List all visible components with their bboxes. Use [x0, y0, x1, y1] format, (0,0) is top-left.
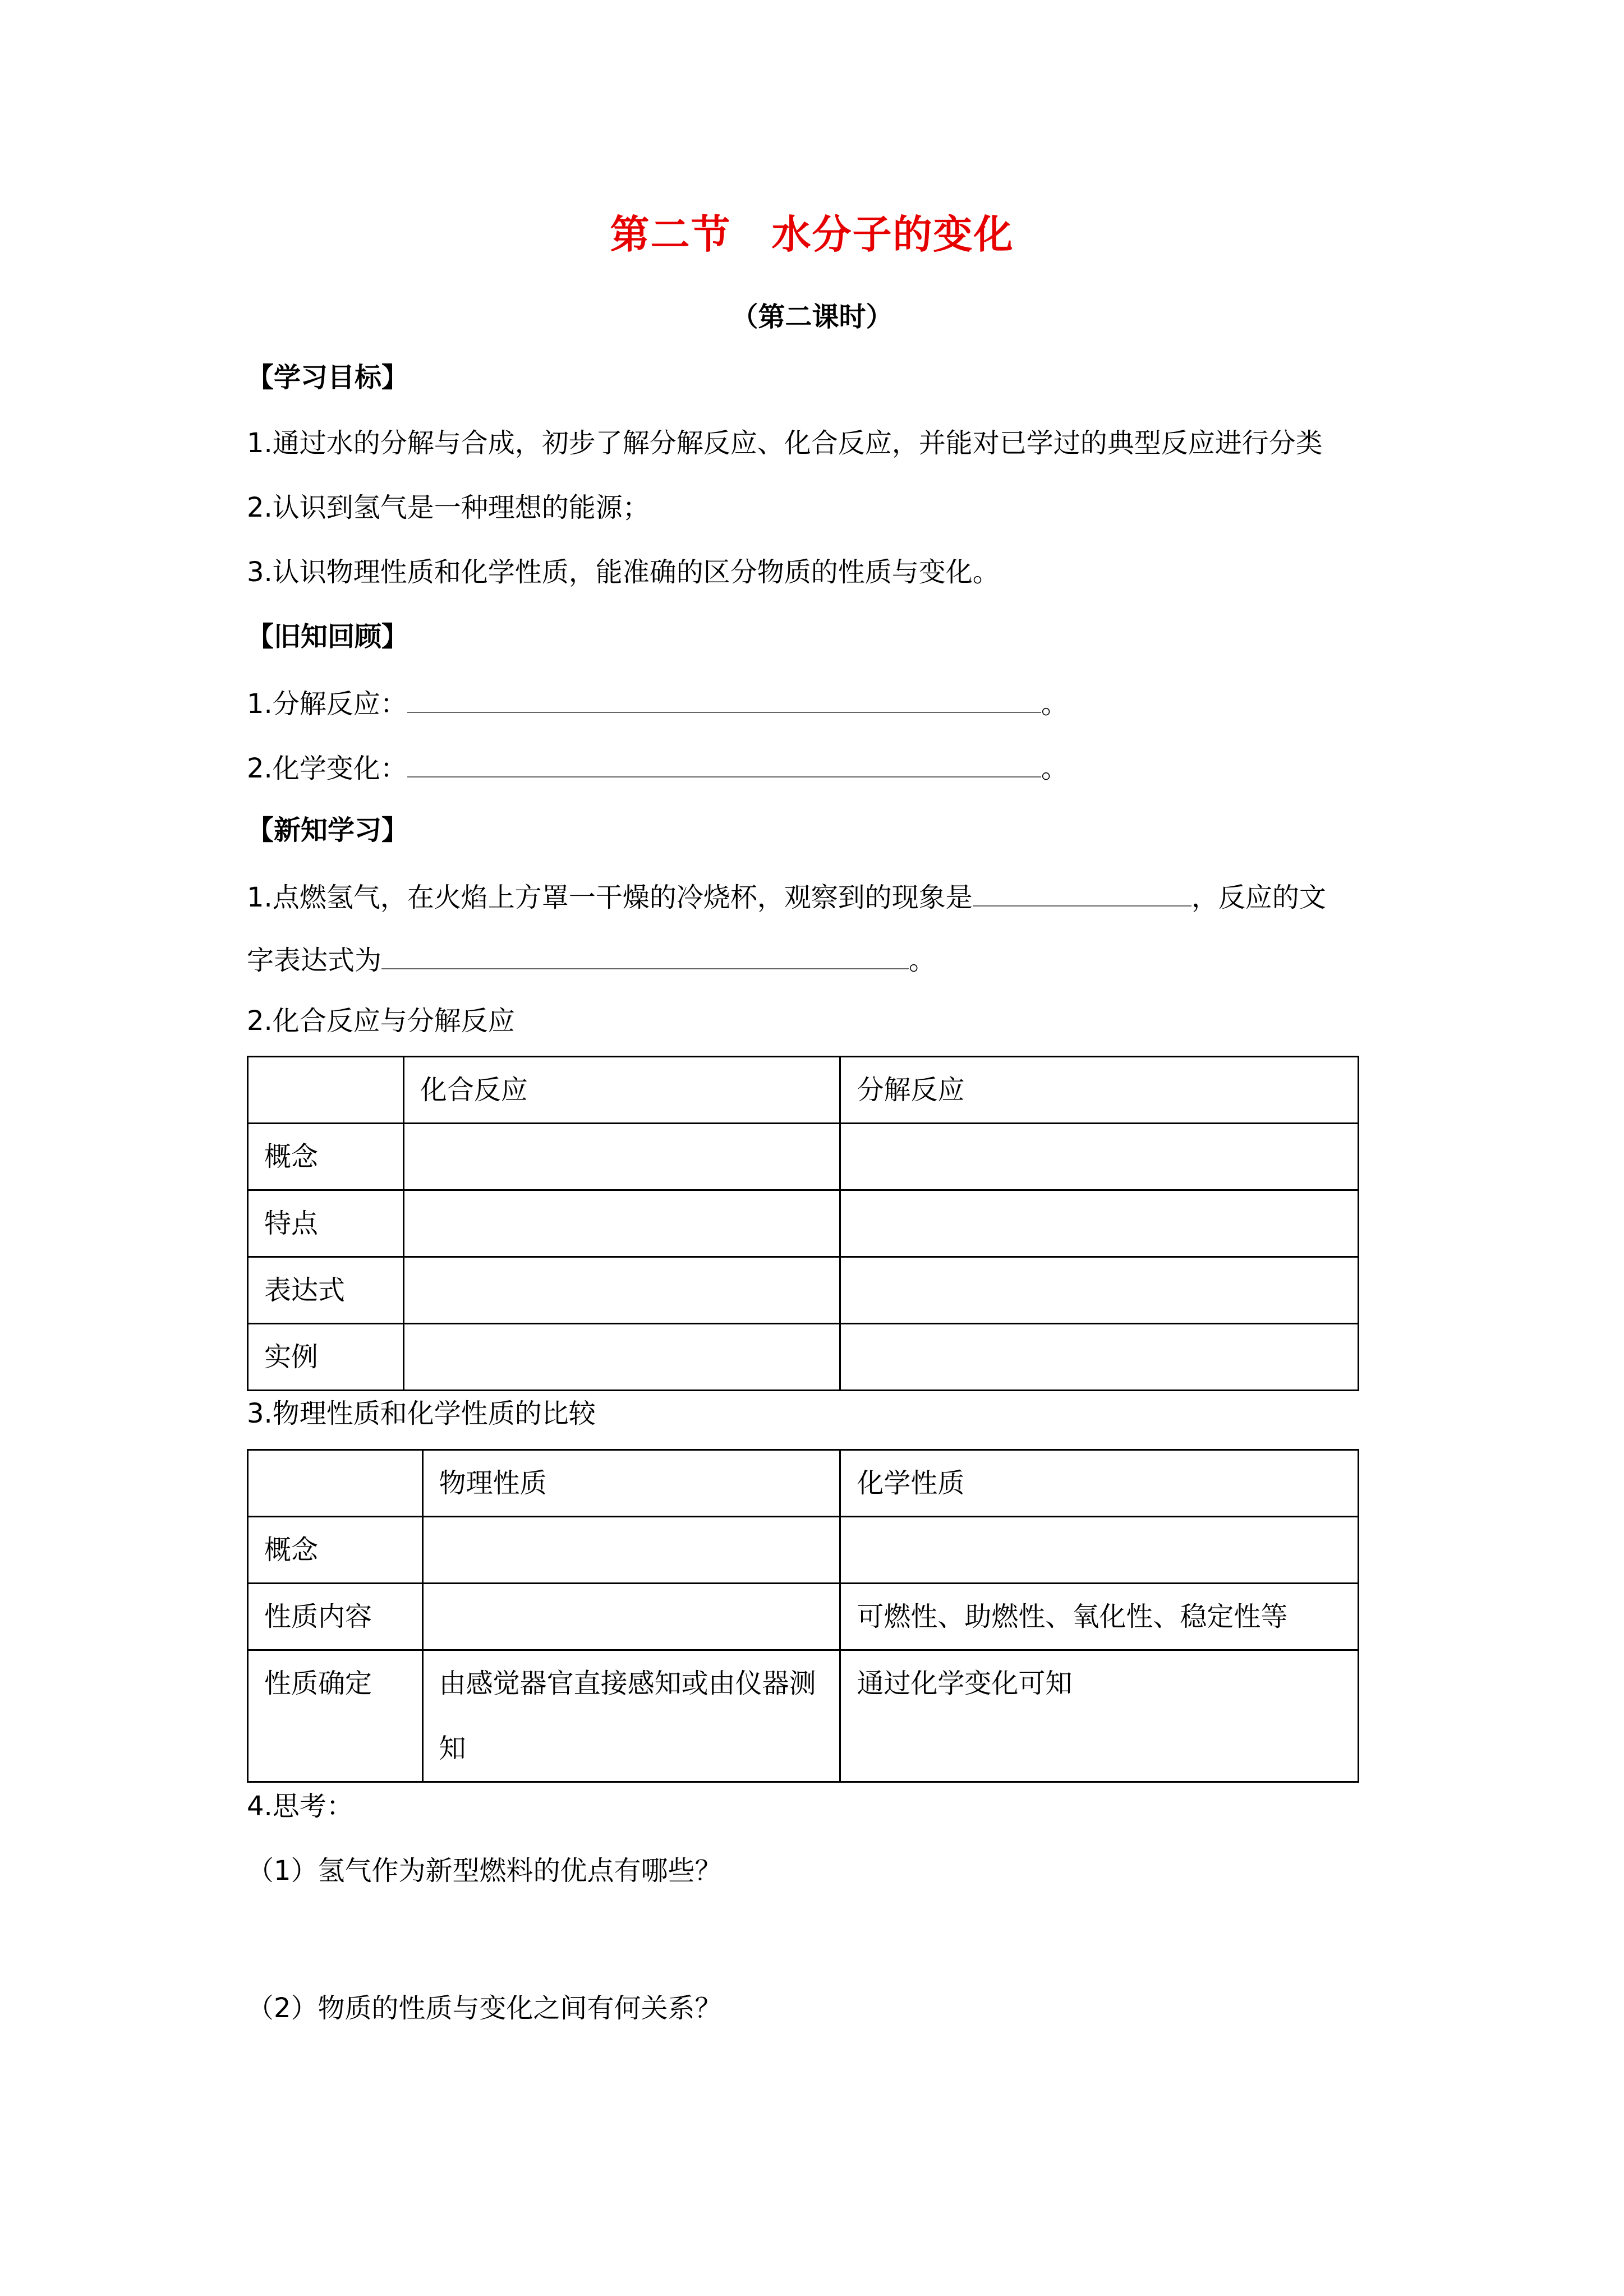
table-row — [248, 1124, 1359, 1190]
question-4-sub-2: （2）物质的性质与变化之间有何关系？ — [247, 1993, 722, 2024]
page-subtitle: （第二课时） — [731, 301, 893, 333]
row-label-cell: 性质确定 — [248, 1650, 423, 1782]
review-heading: 【旧知回顾】 — [247, 621, 409, 652]
answer-cell[interactable] — [403, 1257, 840, 1324]
review-item-2-label: 2.化学变化： — [247, 753, 407, 784]
table-row — [248, 1057, 1359, 1124]
end-mark: 。 — [1041, 753, 1068, 784]
table-row — [248, 1517, 1359, 1584]
table-row — [248, 1190, 1359, 1257]
table-header-cell: 化学性质 — [840, 1450, 1359, 1517]
end-mark: 。 — [1041, 688, 1068, 720]
reaction-type-table — [247, 1056, 1359, 1391]
answer-cell[interactable] — [840, 1257, 1359, 1324]
review-item-2 — [247, 746, 1068, 788]
answer-cell[interactable] — [840, 1324, 1359, 1391]
table-cell: 由感觉器官直接感知或由仪器测知 — [422, 1650, 840, 1782]
question-1-line-1 — [247, 875, 1326, 917]
answer-cell[interactable] — [403, 1324, 840, 1391]
answer-cell[interactable] — [840, 1124, 1359, 1190]
objective-item-1: 1.通过水的分解与合成，初步了解分解反应、化合反应，并能对已学过的典型反应进行分类 — [247, 427, 1323, 459]
table-cell: 通过化学变化可知 — [840, 1650, 1359, 1782]
row-label-cell: 概念 — [248, 1124, 404, 1190]
new-learning-heading: 【新知学习】 — [247, 815, 409, 846]
table-header-cell: 化合反应 — [403, 1057, 840, 1124]
property-comparison-table — [247, 1449, 1359, 1783]
table-row — [248, 1450, 1359, 1517]
answer-blank[interactable] — [407, 682, 1041, 713]
question-1-line-2 — [247, 938, 936, 980]
table-cell: 可燃性、助燃性、氧化性、稳定性等 — [840, 1584, 1359, 1650]
objectives-heading: 【学习目标】 — [247, 362, 409, 393]
table-cell — [248, 1450, 423, 1517]
row-label-cell: 特点 — [248, 1190, 404, 1257]
answer-blank[interactable] — [973, 875, 1191, 907]
objective-item-2: 2.认识到氢气是一种理想的能源； — [247, 492, 650, 523]
question-1-text: 1.点燃氢气，在火焰上方罩一干燥的冷烧杯，观察到的现象是 — [247, 882, 973, 913]
table-row — [248, 1650, 1359, 1782]
review-item-1 — [247, 682, 1068, 724]
answer-cell[interactable] — [840, 1190, 1359, 1257]
answer-cell[interactable] — [840, 1517, 1359, 1584]
table-cell — [248, 1057, 404, 1124]
table-row — [248, 1257, 1359, 1324]
row-label-cell: 概念 — [248, 1517, 423, 1584]
review-item-1-label: 1.分解反应： — [247, 688, 407, 720]
objective-item-3: 3.认识物理性质和化学性质，能准确的区分物质的性质与变化。 — [247, 556, 1000, 588]
question-1-text-line2: 字表达式为 — [247, 945, 382, 976]
row-label-cell: 表达式 — [248, 1257, 404, 1324]
answer-cell[interactable] — [403, 1190, 840, 1257]
answer-cell[interactable] — [403, 1124, 840, 1190]
table-row — [248, 1584, 1359, 1650]
question-4-sub-1: （1）氢气作为新型燃料的优点有哪些？ — [247, 1855, 722, 1887]
question-1-text-cont: ，反应的文 — [1191, 882, 1326, 913]
table-header-cell: 分解反应 — [840, 1057, 1359, 1124]
answer-blank[interactable] — [381, 938, 909, 969]
question-2-title: 2.化合反应与分解反应 — [247, 1005, 515, 1037]
question-4-title: 4.思考： — [247, 1791, 353, 1822]
question-3-title: 3.物理性质和化学性质的比较 — [247, 1398, 596, 1429]
row-label-cell: 实例 — [248, 1324, 404, 1391]
page-title: 第二节 水分子的变化 — [610, 211, 1014, 257]
row-label-cell: 性质内容 — [248, 1584, 423, 1650]
answer-blank[interactable] — [407, 746, 1041, 777]
table-row — [248, 1324, 1359, 1391]
table-header-cell: 物理性质 — [422, 1450, 840, 1517]
end-mark: 。 — [909, 945, 936, 976]
answer-cell[interactable] — [422, 1584, 840, 1650]
answer-cell[interactable] — [422, 1517, 840, 1584]
